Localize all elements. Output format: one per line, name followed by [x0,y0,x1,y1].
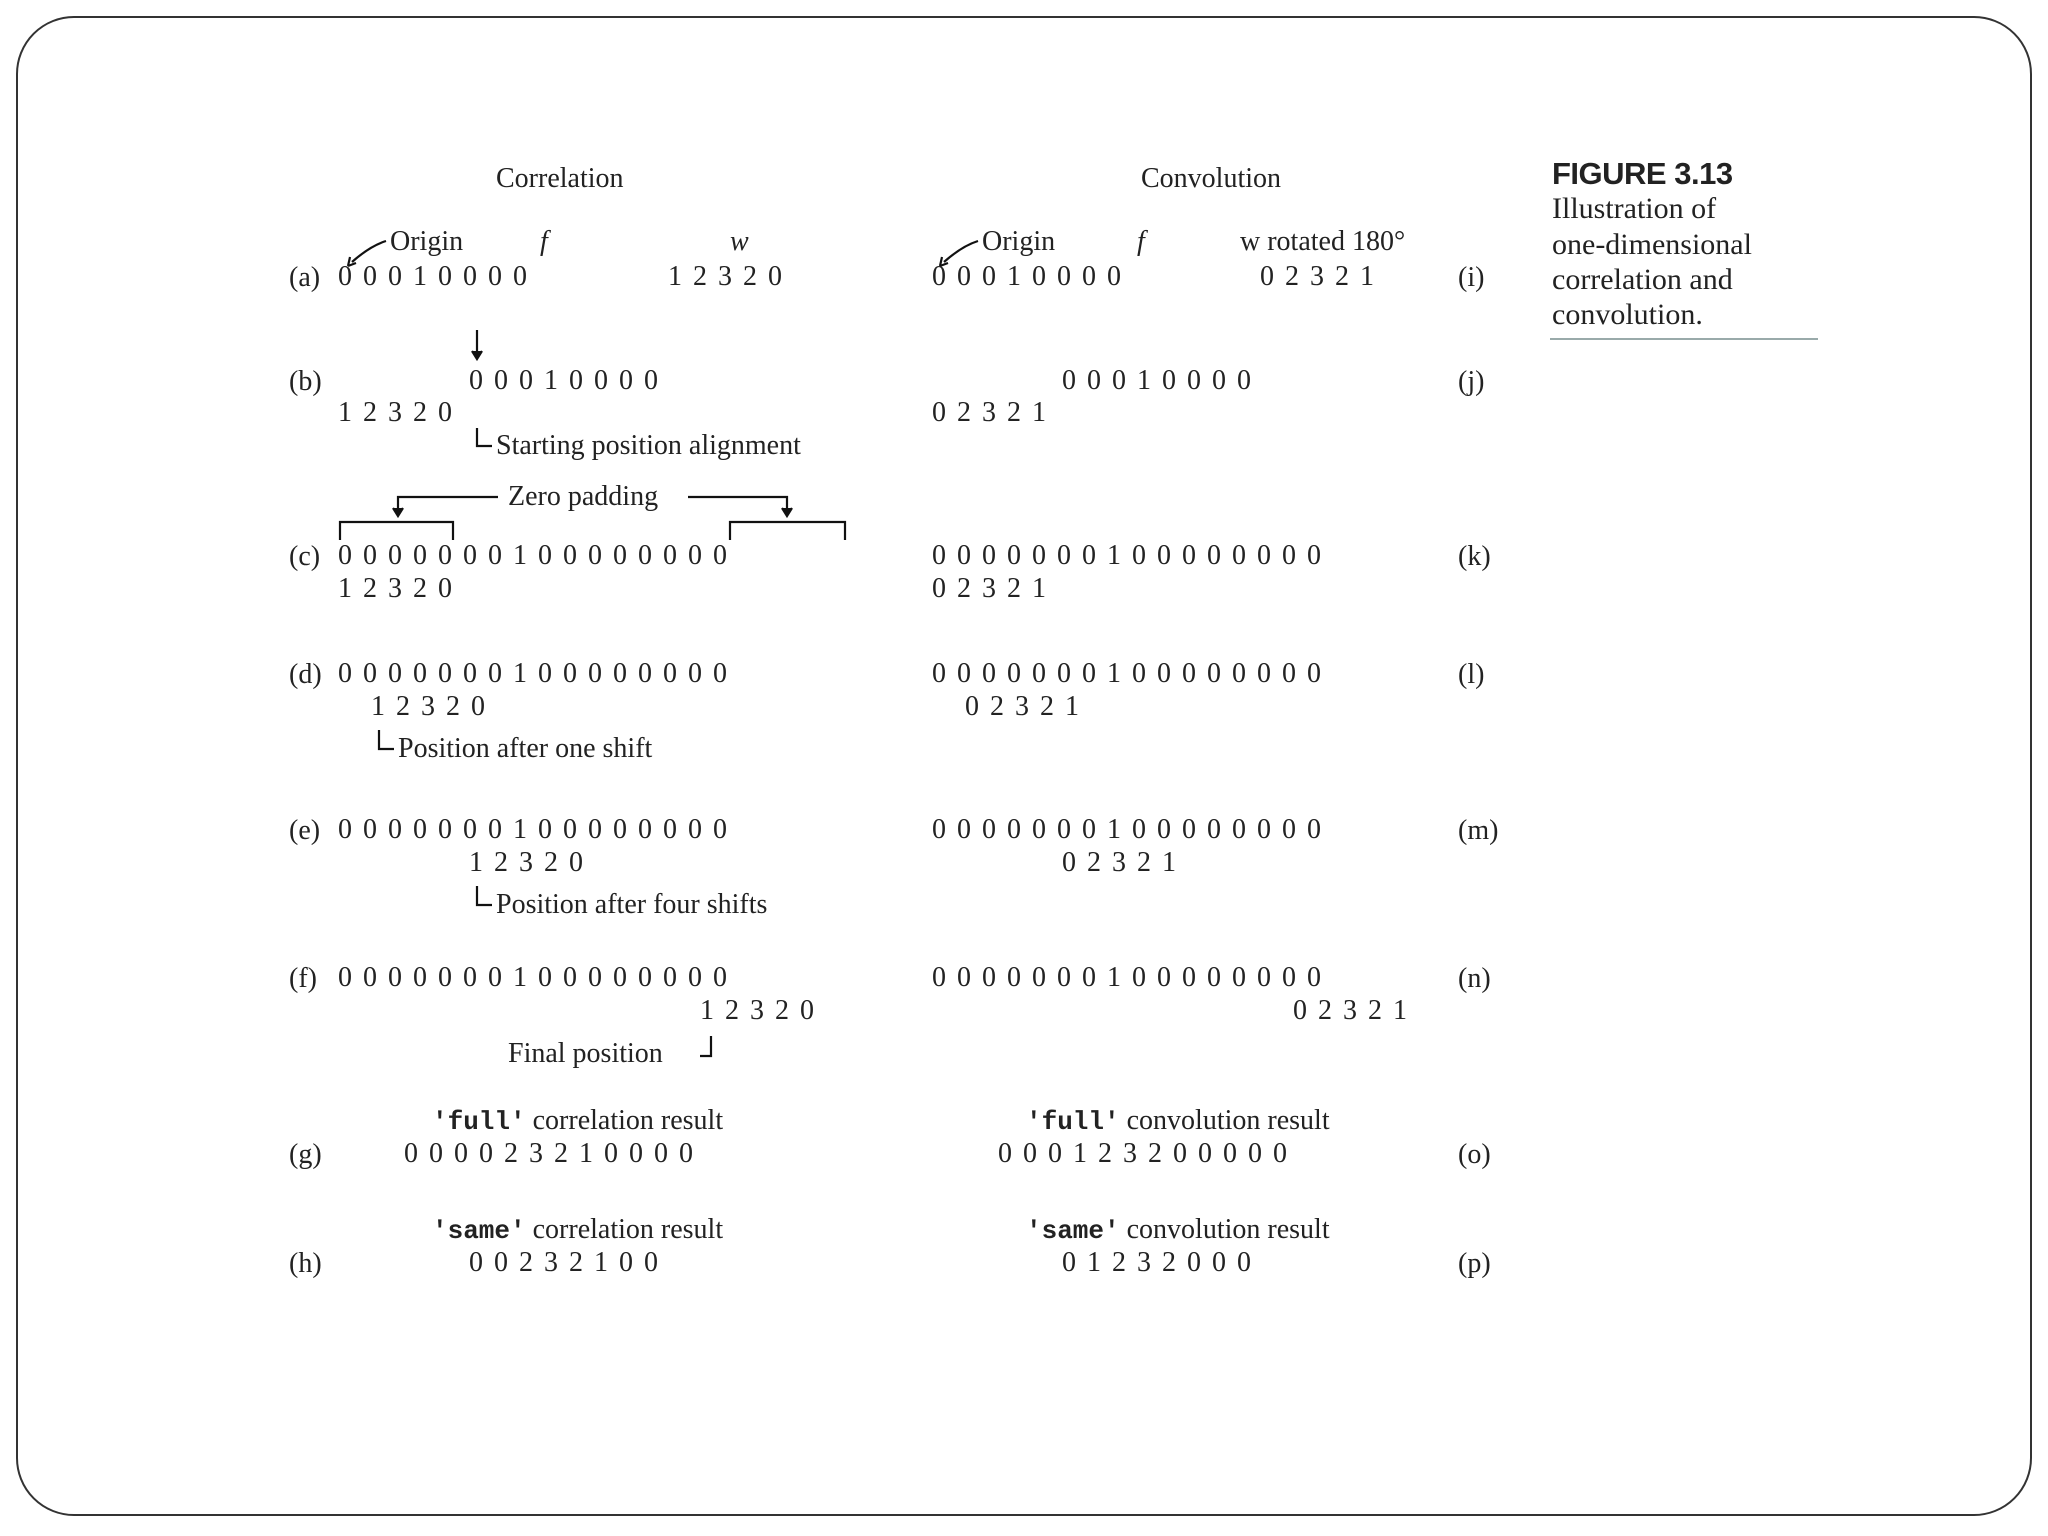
f-label-right: f [1137,226,1145,257]
caption-line-1: Illustration of [1552,192,1717,225]
origin-label: Origin [390,226,464,257]
row-label-d: (d) [289,659,322,690]
row-label-i: (i) [1458,262,1485,293]
w-rotated-sequence: 0 2 3 2 1 [1260,261,1374,292]
same-correlation-result: 0 0 2 3 2 1 0 0 [469,1247,658,1278]
row-label-p: (p) [1458,1248,1491,1279]
c-sequence: 0 0 0 0 0 0 0 1 0 0 0 0 0 0 0 0 [338,540,727,571]
full-convolution-result: 0 0 0 1 2 3 2 0 0 0 0 0 [998,1138,1287,1169]
k-sequence: 0 0 0 0 0 0 0 1 0 0 0 0 0 0 0 0 [932,540,1321,571]
row-label-n: (n) [1458,963,1491,994]
row-label-j: (j) [1458,366,1485,397]
same-keyword-right: 'same' [1026,1216,1120,1246]
padding-bracket-left [340,522,453,540]
zero-padding-arrow-right [782,508,792,516]
n-w-sequence: 0 2 3 2 1 [1293,995,1407,1026]
zero-padding-line-left [398,497,498,514]
m-sequence: 0 0 0 0 0 0 0 1 0 0 0 0 0 0 0 0 [932,814,1321,845]
f-sequence-right: 0 0 0 1 0 0 0 0 [932,261,1121,292]
full-keyword: 'full' [432,1107,526,1137]
convolution-header: Convolution [1141,163,1282,194]
caption-line-2: one-dimensional [1552,228,1752,261]
w-rotated-label: w rotated 180° [1240,226,1406,257]
full-correlation-result: 0 0 0 0 2 3 2 1 0 0 0 0 [404,1138,693,1169]
alignment-arrowhead [472,351,482,359]
padding-bracket-right [730,522,845,540]
e-sequence: 0 0 0 0 0 0 0 1 0 0 0 0 0 0 0 0 [338,814,727,845]
d-sequence: 0 0 0 0 0 0 0 1 0 0 0 0 0 0 0 0 [338,658,727,689]
f-row-sequence: 0 0 0 0 0 0 0 1 0 0 0 0 0 0 0 0 [338,962,727,993]
full-correlation-text: correlation result [532,1105,724,1136]
c-w-sequence: 1 2 3 2 0 [338,573,452,604]
w-sequence: 1 2 3 2 0 [668,261,782,292]
correlation-header: Correlation [496,163,624,194]
row-label-b: (b) [289,366,322,397]
zero-padding-label: Zero padding [508,481,659,512]
same-correlation-text: correlation result [532,1214,724,1245]
caption-title: FIGURE 3.13 [1552,156,1733,191]
f-sequence: 0 0 0 1 0 0 0 0 [338,261,527,292]
row-label-o: (o) [1458,1139,1491,1170]
one-shift-note: Position after one shift [398,733,653,764]
same-convolution-text: convolution result [1126,1214,1330,1245]
caption-line-3: correlation and [1552,263,1733,296]
row-label-m: (m) [1458,815,1499,846]
row-label-e: (e) [289,815,321,846]
j-w-sequence: 0 2 3 2 1 [932,397,1046,428]
k-w-sequence: 0 2 3 2 1 [932,573,1046,604]
zero-padding-arrow-left [393,508,403,516]
same-convolution-result: 0 1 2 3 2 0 0 0 [1062,1247,1251,1278]
b-f-sequence: 0 0 0 1 0 0 0 0 [469,365,658,396]
origin-arrow [352,241,386,262]
four-shifts-hook [477,886,492,905]
b-w-sequence: 1 2 3 2 0 [338,397,452,428]
full-convolution-text: convolution result [1126,1105,1330,1136]
row-label-l: (l) [1458,659,1485,690]
one-shift-hook [379,730,394,749]
caption-line-4: convolution. [1552,298,1703,331]
f-row-w-sequence: 1 2 3 2 0 [700,995,814,1026]
n-sequence: 0 0 0 0 0 0 0 1 0 0 0 0 0 0 0 0 [932,962,1321,993]
starting-position-hook [477,428,492,446]
row-label-g: (g) [289,1139,322,1170]
row-label-f: (f) [289,963,317,994]
row-label-a: (a) [289,262,321,293]
row-label-k: (k) [1458,541,1491,572]
l-w-sequence: 0 2 3 2 1 [965,691,1079,722]
j-f-sequence: 0 0 0 1 0 0 0 0 [1062,365,1251,396]
final-position-hook [700,1036,711,1056]
origin-label-right: Origin [982,226,1056,257]
full-keyword-right: 'full' [1026,1107,1120,1137]
row-label-c: (c) [289,541,321,572]
zero-padding-line-right [688,497,787,514]
final-position-note: Final position [508,1038,663,1069]
w-label: w [730,226,749,257]
l-sequence: 0 0 0 0 0 0 0 1 0 0 0 0 0 0 0 0 [932,658,1321,689]
origin-arrow-right [944,241,978,262]
d-w-sequence: 1 2 3 2 0 [371,691,485,722]
row-label-h: (h) [289,1248,322,1279]
m-w-sequence: 0 2 3 2 1 [1062,847,1176,878]
four-shifts-note: Position after four shifts [496,889,768,920]
same-keyword: 'same' [432,1216,526,1246]
f-label: f [540,226,548,257]
starting-position-note: Starting position alignment [496,430,801,461]
e-w-sequence: 1 2 3 2 0 [469,847,583,878]
